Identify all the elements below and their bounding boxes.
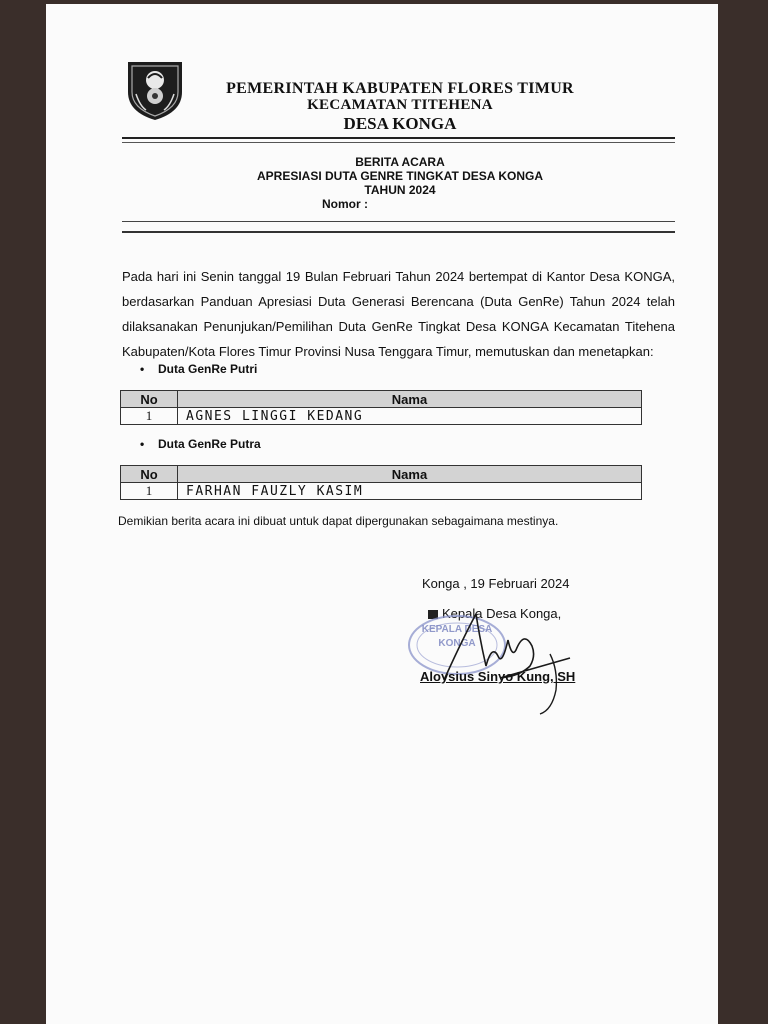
- title-divider: [122, 221, 675, 222]
- title-divider-thick: [122, 231, 675, 233]
- letterhead-village: DESA KONGA: [343, 114, 457, 133]
- row-name: FARHAN FAUZLY KASIM: [178, 483, 642, 500]
- table-header: [121, 466, 642, 483]
- bullet-icon: •: [140, 362, 145, 376]
- col-no: No: [121, 391, 178, 408]
- table-header: [121, 391, 642, 408]
- section-putri-label: Duta GenRe Putri: [158, 362, 258, 376]
- letterhead-divider: [122, 137, 675, 139]
- doc-subtitle: APRESIASI DUTA GENRE TINGKAT DESA KONGA: [256, 169, 543, 183]
- section-putra-label: Duta GenRe Putra: [158, 437, 261, 451]
- doc-number-label: Nomor :: [322, 197, 368, 211]
- bullet-icon: •: [140, 437, 145, 451]
- row-number: 1: [121, 483, 178, 500]
- section-putra-heading: [140, 437, 261, 451]
- doc-year: TAHUN 2024: [364, 183, 436, 197]
- doc-title: BERITA ACARA: [355, 155, 445, 169]
- col-name: Nama: [178, 466, 642, 483]
- signer-name: Aloysius Sinyo Kung, SH: [420, 669, 576, 684]
- body-paragraph: Pada hari ini Senin tanggal 19 Bulan Februari Tahun 2024 bertempat di Kantor Desa KONGA, berdasarkan Panduan Apresiasi Duta Generasi Berencana (Duta GenRe) Tahun 2024 telah dilaksanakan Penunjukan/Pemilihan Duta GenRe Tingkat Desa KONGA Kecamatan Titehena Kabupaten/Kota Flores Timur Provinsi Nusa Tenggara Timur, memutuskan dan menetapkan:: [122, 269, 675, 359]
- closing-statement: Demikian berita acara ini dibuat untuk dapat dipergunakan sebagaimana mestinya.: [118, 514, 559, 528]
- handwritten-signature: [440, 610, 585, 720]
- place-date: Konga , 19 Februari 2024: [422, 576, 570, 591]
- signer-role-label: Kepala Desa Konga,: [442, 606, 562, 621]
- table-row: [121, 408, 642, 425]
- letterhead-government: PEMERINTAH KABUPATEN FLORES TIMUR: [226, 80, 574, 97]
- stamp-text-mid: KONGA: [438, 638, 476, 649]
- stamp-text-top: KEPALA DESA: [421, 624, 493, 635]
- letterhead-divider-thin: [122, 142, 675, 143]
- letterhead-district: KECAMATAN TITEHENA: [307, 97, 493, 113]
- row-name: AGNES LINGGI KEDANG: [178, 408, 642, 425]
- col-no: No: [121, 466, 178, 483]
- table-putra: [120, 465, 642, 500]
- table-row: [121, 483, 642, 500]
- row-number: 1: [121, 408, 178, 425]
- col-name: Nama: [178, 391, 642, 408]
- table-putri: [120, 390, 642, 425]
- regency-emblem-icon: [122, 54, 188, 122]
- section-putri-heading: [140, 362, 257, 376]
